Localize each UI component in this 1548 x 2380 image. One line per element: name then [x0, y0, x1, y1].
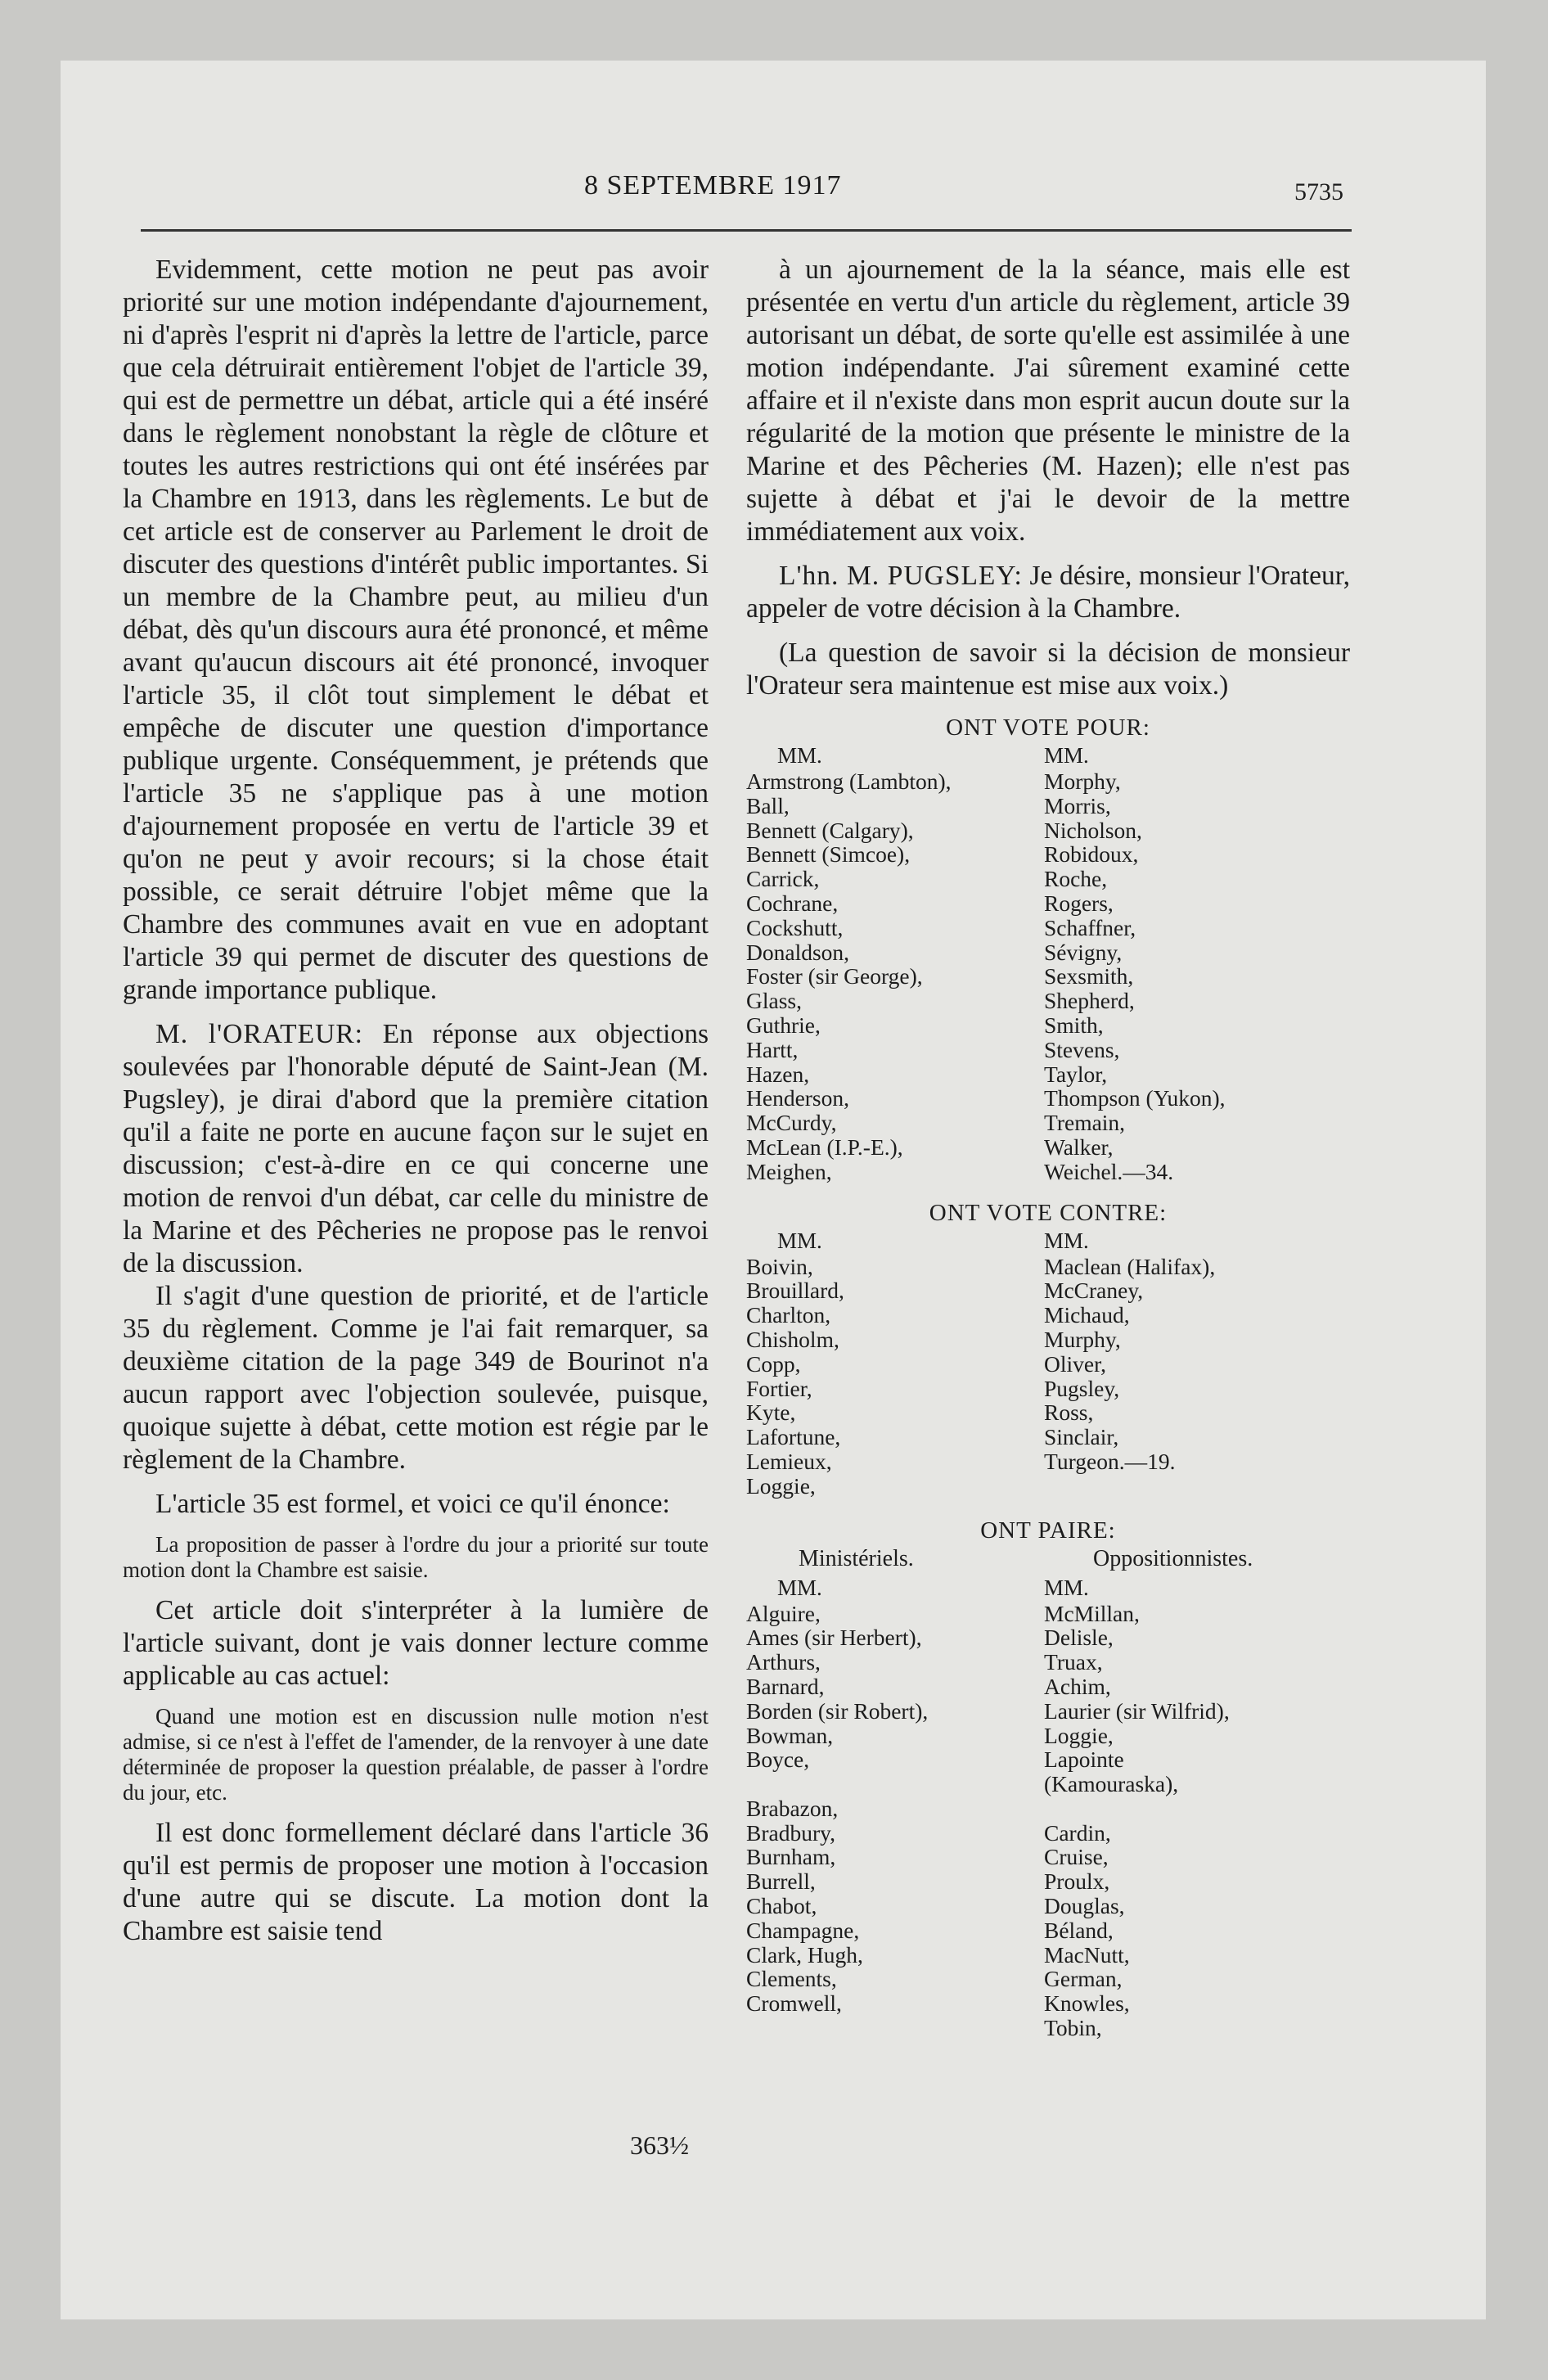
member-name: Turgeon.—19. [1044, 1448, 1176, 1474]
member-name: McCurdy, [746, 1110, 837, 1136]
member-name: Loggie, [746, 1472, 816, 1499]
member-name: Sexsmith, [1044, 963, 1134, 989]
vote-contre-list [746, 1227, 1350, 1499]
member-name: Clark, Hugh, [746, 1941, 863, 1968]
pair-subheadings [746, 1544, 1350, 1574]
member-name: Tobin, [1044, 2015, 1102, 2041]
member-name: MacNutt, [1044, 1941, 1130, 1968]
member-name: Boivin, [746, 1253, 813, 1279]
member-name: Clements, [746, 1966, 837, 1992]
member-name: Kyte, [746, 1400, 796, 1426]
paragraph: Il s'agit d'une question de priorité, et de l'article 35 du règlement. Comme je l'ai fait remarquer, sa deuxième citation de la page 349 de Bourinot n'a aucun rapport avec l'objection soulevée, puisque, quoique sujette à débat, cette motion est régie par le règlement de la Chambre. [123, 1281, 709, 1475]
member-name: Foster (sir George), [746, 963, 923, 989]
mm-label: MM. [777, 1575, 822, 1600]
member-name: Burnham, [746, 1844, 836, 1870]
member-name: Béland, [1044, 1917, 1114, 1943]
member-name: Donaldson, [746, 939, 850, 965]
member-name: Douglas, [1044, 1893, 1125, 1919]
member-name: Morphy, [1044, 769, 1121, 794]
member-name: Proulx, [1044, 1868, 1110, 1895]
paragraph: à un ajournement de la la séance, mais elle est présentée en vertu d'un article du règlement, article 39 autorisant un débat, de sorte qu'elle est assimilée à une motion indépendante. J'ai sûrement examiné cette affaire et il n'existe dans mon esprit aucun doute sur la régularité de la motion que présente le ministre de la Marine et des Pêcheries (M. Hazen); elle n'est pas sujette à débat et j'ai le devoir de la mettre immédiatement aux voix. [746, 255, 1350, 547]
member-name: Loggie, [1044, 1722, 1114, 1748]
member-name: Sévigny, [1044, 939, 1123, 965]
member-name: Smith, [1044, 1012, 1104, 1038]
member-name: McMillan, [1044, 1600, 1140, 1626]
member-name: Shepherd, [1044, 988, 1135, 1014]
block-quote: Quand une motion est en discussion nulle motion n'est admise, si ce n'est à l'effet de l'amender, de la renvoyer à une date déterminée de proposer la question préalable, de passer à l'ordre du jour, etc. [123, 1704, 709, 1805]
member-name: Murphy, [1044, 1326, 1121, 1352]
list-gap [1044, 1796, 1350, 1821]
member-name: Arthurs, [746, 1649, 821, 1675]
member-name: Hazen, [746, 1061, 810, 1087]
mm-label: MM. [1044, 1575, 1089, 1600]
speech-text: Je désire, monsieur l'Orateur, appeler de votre décision à la Chambre. [746, 561, 1350, 624]
member-name: Achim, [1044, 1673, 1111, 1699]
member-name: Glass, [746, 988, 802, 1014]
name-list [1044, 1255, 1350, 1499]
member-name: (Kamouraska), [1044, 1771, 1179, 1797]
mm-label: MM. [1044, 743, 1089, 768]
member-name: Chabot, [746, 1893, 817, 1919]
member-name: Fortier, [746, 1375, 812, 1401]
vote-pour-list [746, 741, 1350, 1184]
member-name: Cardin, [1044, 1819, 1111, 1846]
mm-label: MM. [777, 743, 822, 768]
member-name: Thompson (Yukon), [1044, 1085, 1226, 1111]
member-name: Guthrie, [746, 1012, 821, 1038]
speaker: L'hn. M. PUGSLEY: [779, 561, 1023, 591]
member-name: Pugsley, [1044, 1375, 1120, 1401]
member-name: Truax, [1044, 1649, 1103, 1675]
member-name: Boyce, [746, 1747, 810, 1773]
member-name: Henderson, [746, 1085, 850, 1111]
name-list [746, 1602, 1044, 2040]
member-name: Carrick, [746, 866, 820, 892]
member-name: Copp, [746, 1350, 801, 1377]
member-name: Michaud, [1044, 1302, 1130, 1328]
member-name: Knowles, [1044, 1990, 1130, 2017]
header-rule [141, 229, 1352, 232]
member-name: Nicholson, [1044, 817, 1142, 843]
member-name: McLean (I.P.-E.), [746, 1134, 903, 1160]
member-name: Lemieux, [746, 1448, 832, 1474]
list-gap [746, 1772, 1044, 1796]
member-name: Weichel.—34. [1044, 1158, 1174, 1184]
vote-paire-list [746, 1574, 1350, 2040]
member-name: Bowman, [746, 1722, 834, 1748]
member-name: Cochrane, [746, 890, 839, 916]
member-name: Barnard, [746, 1673, 825, 1699]
paragraph: Evidemment, cette motion ne peut pas avoir priorité sur une motion indépendante d'ajournement, ni d'après l'esprit ni d'après la lettre de l'article, parce que cela détruirait entièrement l'objet de l'article 39, qui est de permettre un débat, article qui a été inséré dans le règlement nonobstant la règle de clôture et toutes les autres restrictions qui ont été insérées par la Chambre en 1913, dans les règlements. Le but de cet article est de conserver au Parlement le droit de discuter des questions d'intérêt public importantes. Si un membre de la Chambre peut, au milieu d'un débat, dès qu'un discours aura été prononcé, et même avant qu'aucun discours ait été prononcé, invoquer l'article 35, il clôt tout simplement le débat et empêche de discuter une question d'importance publique urgente. Conséquemment, je prétends que l'article 35 ne s'applique pas à une motion d'ajournement proposée en vertu de l'article 39 et qu'on ne peut y avoir recours; si la chose était possible, ce serait détruire l'objet même que la Chambre des communes avait en vue en adoptant l'article 39 qui permet de discuter des questions de grande importance publique. [123, 255, 709, 1005]
member-name: Rogers, [1044, 890, 1114, 916]
member-name: Cromwell, [746, 1990, 842, 2017]
member-name: Delisle, [1044, 1625, 1114, 1651]
member-name: Ball, [746, 792, 790, 818]
vote-pour-heading: ONT VOTE POUR: [946, 714, 1150, 741]
mm-label: MM. [777, 1228, 822, 1253]
page-number: 5735 [1294, 178, 1343, 205]
name-list [1044, 1602, 1350, 2040]
member-name: Oliver, [1044, 1350, 1107, 1377]
member-name: Armstrong (Lambton), [746, 769, 952, 794]
member-name: Morris, [1044, 792, 1111, 818]
right-column [746, 254, 1350, 2040]
member-name: Cruise, [1044, 1844, 1109, 1870]
paragraph: (La question de savoir si la décision de monsieur l'Orateur sera maintenue est mise aux voix.) [746, 638, 1350, 701]
vote-paire-heading: ONT PAIRE: [980, 1517, 1116, 1544]
name-list [1044, 769, 1350, 1184]
speech-text: En réponse aux objections soulevées par l'honorable député de Saint-Jean (M. Pugsley), je dirai d'abord que la première citation qu'il a faite ne porte en aucune façon sur le sujet en discussion; c'est-à-dire en ce qui concerne une motion de renvoi d'un débat, car celle du ministre de la Marine et des Pêcheries ne propose pas le renvoi de la discussion. [123, 1019, 709, 1278]
member-name: Borden (sir Robert), [746, 1697, 929, 1724]
member-name: Robidoux, [1044, 841, 1139, 868]
member-name: Taylor, [1044, 1061, 1108, 1087]
oppositionnistes-label: Oppositionnistes. [1093, 1545, 1253, 1571]
member-name: Brouillard, [746, 1278, 844, 1304]
paragraph: Cet article doit s'interpréter à la lumière de l'article suivant, dont je vais donner lecture comme applicable au cas actuel: [123, 1595, 709, 1691]
member-name: Tremain, [1044, 1110, 1126, 1136]
member-name: Bradbury, [746, 1819, 835, 1846]
name-list [746, 769, 1044, 1184]
vote-contre-heading: ONT VOTE CONTRE: [929, 1199, 1168, 1226]
ministeriels-label: Ministériels. [799, 1545, 914, 1571]
paragraph: L'article 35 est formel, et voici ce qu'il énonce: [155, 1489, 670, 1519]
name-list [746, 1255, 1044, 1499]
member-name: Bennett (Calgary), [746, 817, 914, 843]
member-name: Walker, [1044, 1134, 1114, 1160]
member-name: Cockshutt, [746, 914, 844, 940]
signature-mark: 363½ [630, 2130, 689, 2160]
member-name: Alguire, [746, 1600, 821, 1626]
member-name: Schaffner, [1044, 914, 1136, 940]
member-name: Charlton, [746, 1302, 831, 1328]
member-name: Chisholm, [746, 1326, 839, 1352]
member-name: Lafortune, [746, 1424, 841, 1450]
speaker: M. l'ORATEUR: [155, 1019, 363, 1049]
member-name: Sinclair, [1044, 1424, 1119, 1450]
member-name: Ross, [1044, 1400, 1094, 1426]
block-quote: La proposition de passer à l'ordre du jour a priorité sur toute motion dont la Chambre est saisie. [123, 1532, 709, 1582]
left-column [123, 254, 709, 1948]
member-name: McCraney, [1044, 1278, 1144, 1304]
member-name: Ames (sir Herbert), [746, 1625, 922, 1651]
member-name: German, [1044, 1966, 1123, 1992]
member-name: Maclean (Halifax), [1044, 1253, 1216, 1279]
member-name: Stevens, [1044, 1036, 1120, 1062]
member-name: Lapointe [1044, 1747, 1124, 1773]
member-name: Hartt, [746, 1036, 799, 1062]
member-name: Roche, [1044, 866, 1108, 892]
member-name: Laurier (sir Wilfrid), [1044, 1697, 1230, 1724]
paragraph [123, 1018, 709, 1280]
paragraph [746, 560, 1350, 625]
member-name: Champagne, [746, 1917, 860, 1943]
member-name: Brabazon, [746, 1795, 839, 1821]
header-date: 8 SEPTEMBRE 1917 [584, 170, 842, 201]
member-name: Bennett (Simcoe), [746, 841, 911, 868]
paragraph: Il est donc formellement déclaré dans l'article 36 qu'il est permis de proposer une motion à l'occasion d'une autre qui se discute. La motion dont la Chambre est saisie tend [123, 1818, 709, 1946]
member-name: Meighen, [746, 1158, 832, 1184]
member-name: Burrell, [746, 1868, 816, 1895]
mm-label: MM. [1044, 1228, 1089, 1253]
